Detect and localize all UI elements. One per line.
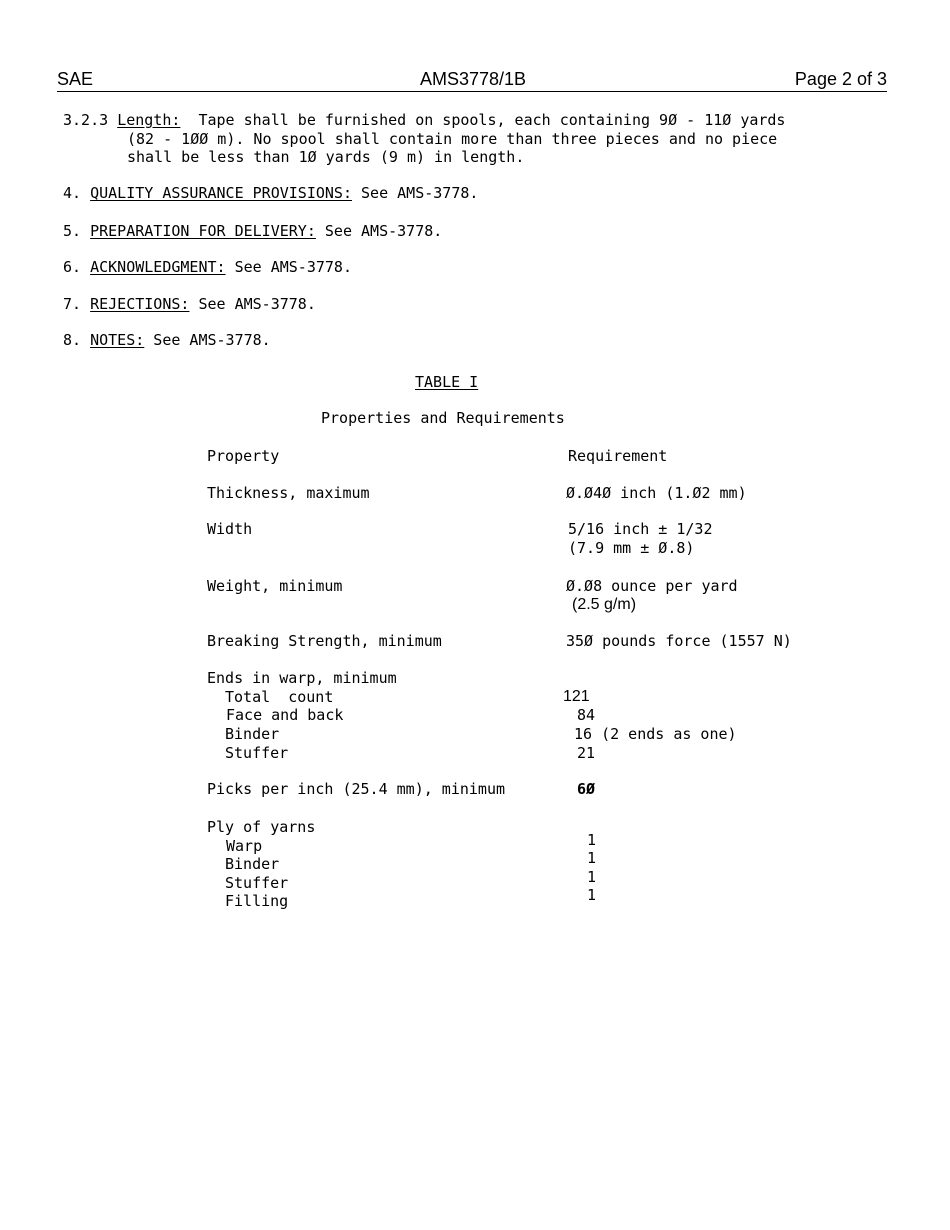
row-label-stuffer: Stuffer <box>225 744 289 762</box>
row-label-ply-binder: Binder <box>225 855 280 873</box>
section-text: See AMS-3778. <box>189 295 316 313</box>
section-text: See AMS-3778. <box>352 184 479 202</box>
row-label-ply-stuffer: Stuffer <box>225 874 289 892</box>
section-text: See AMS-3778. <box>144 331 271 349</box>
row-label-ply-filling: Filling <box>225 892 289 910</box>
section-3-2-3-line1 <box>63 111 785 129</box>
row-label-width: Width <box>207 520 253 538</box>
row-value-ply-binder: 1 <box>587 849 597 867</box>
row-value-ply-filling: 1 <box>587 886 597 904</box>
section-5 <box>63 222 442 240</box>
section-heading: QUALITY ASSURANCE PROVISIONS: <box>90 184 352 202</box>
row-value-width-2: (7.9 mm ± Ø.8) <box>568 539 695 557</box>
row-value-weight-2: (2.5 g/m) <box>572 596 637 613</box>
row-label-binder: Binder <box>225 725 280 743</box>
section-heading: NOTES: <box>90 331 145 349</box>
header-doc-id: AMS3778/1B <box>420 69 527 89</box>
header-page-number: Page 2 of 3 <box>794 69 887 89</box>
row-value-ply-warp: 1 <box>587 831 597 849</box>
row-value-width-1: 5/16 inch ± 1/32 <box>568 520 713 538</box>
table-title: TABLE I <box>415 373 479 391</box>
row-label-ply-warp: Warp <box>226 837 263 855</box>
table-subtitle: Properties and Requirements <box>321 409 565 427</box>
row-label-picks-per-inch: Picks per inch (25.4 mm), minimum <box>207 780 506 798</box>
section-number: 6. <box>63 258 82 276</box>
section-number: 4. <box>63 184 82 202</box>
row-value-thickness: Ø.Ø4Ø inch (1.Ø2 mm) <box>566 484 747 502</box>
section-text: See AMS-3778. <box>315 222 443 240</box>
column-header-property: Property <box>207 447 280 465</box>
row-value-ply-stuffer: 1 <box>587 868 597 886</box>
row-value-weight-1: Ø.Ø8 ounce per yard <box>566 577 738 595</box>
section-7 <box>63 295 316 313</box>
section-6 <box>63 258 352 276</box>
column-header-requirement: Requirement <box>568 447 668 465</box>
section-heading: ACKNOWLEDGMENT: <box>90 258 226 276</box>
section-number: 5. <box>63 222 82 240</box>
section-3-2-3-line3: shall be less than 1Ø yards (9 m) in length. <box>127 148 525 166</box>
section-heading: PREPARATION FOR DELIVERY: <box>90 222 316 240</box>
row-value-face-and-back: 84 <box>577 706 596 724</box>
row-label-weight: Weight, minimum <box>207 577 343 595</box>
section-8 <box>63 331 271 349</box>
header-org: SAE <box>57 69 94 89</box>
section-number: 3.2.3 <box>63 111 109 129</box>
section-number: 7. <box>63 295 82 313</box>
row-label-ply-of-yarns: Ply of yarns <box>207 818 316 836</box>
row-label-face-and-back: Face and back <box>226 706 344 724</box>
section-heading: Length: <box>117 111 181 129</box>
row-label-ends-in-warp: Ends in warp, minimum <box>207 669 397 687</box>
row-value-binder: 16 (2 ends as one) <box>574 725 737 743</box>
section-heading: REJECTIONS: <box>90 295 190 313</box>
row-value-stuffer: 21 <box>577 744 596 762</box>
section-text: See AMS-3778. <box>225 258 352 276</box>
section-3-2-3-line2: (82 - 1ØØ m). No spool shall contain more than three pieces and no piece <box>127 130 778 148</box>
section-number: 8. <box>63 331 82 349</box>
row-value-breaking-strength: 35Ø pounds force (1557 N) <box>566 632 792 650</box>
row-value-picks-per-inch: 6Ø <box>577 780 596 798</box>
row-value-total-count: 121 <box>563 688 590 705</box>
row-label-total-count: Total count <box>225 688 334 706</box>
section-4 <box>63 184 478 202</box>
section-text: Tape shall be furnished on spools, each containing 9Ø - 11Ø yards <box>180 111 786 129</box>
row-label-thickness: Thickness, maximum <box>207 484 370 502</box>
row-label-breaking-strength: Breaking Strength, minimum <box>207 632 442 650</box>
page-header <box>57 69 887 92</box>
